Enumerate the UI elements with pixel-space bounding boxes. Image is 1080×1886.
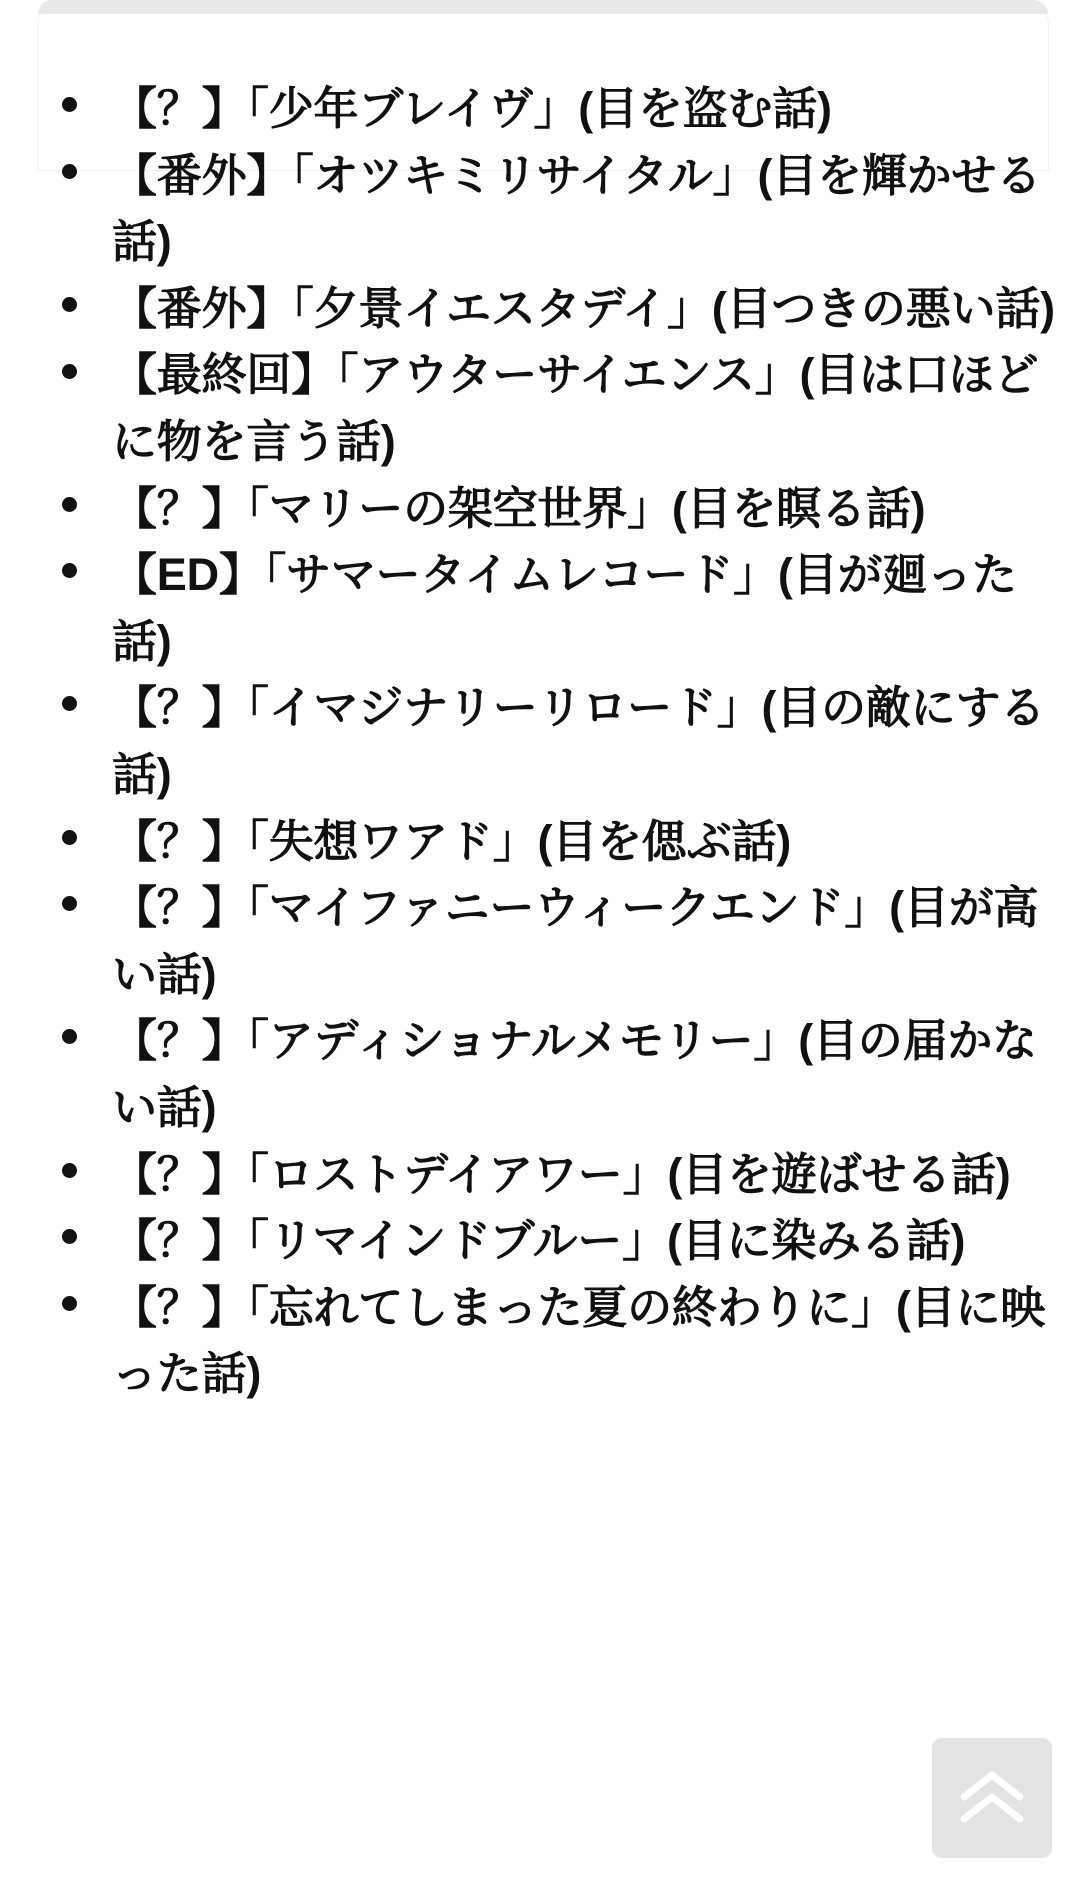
list-bullet-icon: [62, 164, 77, 179]
list-bullet-icon: [62, 364, 77, 379]
list-item-text: 【最終回】「アウターサイエンス」(目は口ほどに物を言う話): [112, 349, 1039, 467]
list-item: [0, 476, 1080, 543]
list-item-text: 【？】「失想ワアド」(目を偲ぶ話): [112, 815, 792, 867]
list-bullet-icon: [62, 297, 77, 312]
list-bullet-icon: [62, 696, 77, 711]
list-item: [0, 1208, 1080, 1275]
list-bullet-icon: [62, 830, 77, 845]
list-item: [0, 875, 1080, 1008]
list-bullet-icon: [62, 563, 77, 578]
list-item-text: 【ED】「サマータイムレコード」(目が廻った話): [112, 549, 1017, 667]
list-bullet-icon: [62, 1229, 77, 1244]
list-item: [0, 276, 1080, 343]
list-item-text: 【番外】「夕景イエスタデイ」(目つきの悪い話): [112, 282, 1055, 334]
list-bullet-icon: [62, 1163, 77, 1178]
list-item-text: 【？】「アディショナルメモリー」(目の届かない話): [112, 1015, 1037, 1133]
list-bullet-icon: [62, 497, 77, 512]
double-chevron-up-icon: [956, 1767, 1028, 1829]
list-bullet-icon: [62, 97, 77, 112]
list-item: [0, 0, 1080, 76]
list-item-text: 【？】「忘れてしまった夏の終わりに」(目に映った話): [112, 1281, 1046, 1400]
list-item: [0, 1275, 1080, 1408]
list-item-text: 【？】「イマジナリーリロード」(目の敵にする話): [112, 682, 1046, 800]
list-item-text: [112, 0, 1062, 1]
list-bullet-icon: [62, 1296, 77, 1311]
scroll-to-top-button[interactable]: [932, 1738, 1052, 1858]
list-item-text: 【？】「マイファニーウィークエンド」(目が高い話): [112, 882, 1039, 1000]
list-item-text: 【番外】「オツキミリサイタル」(目を輝かせる話): [112, 149, 1042, 268]
list-bullet-icon: [62, 896, 77, 911]
list-item: [0, 143, 1080, 276]
list-item-text: 【？】「マリーの架空世界」(目を瞑る話): [112, 482, 926, 534]
list-item: [0, 809, 1080, 876]
list-item: [0, 76, 1080, 143]
list-item: [0, 1008, 1080, 1141]
list-item: [0, 675, 1080, 808]
list-item-text: 【？】「ロストデイアワー」(目を遊ばせる話): [112, 1148, 1011, 1200]
list-item: [0, 1142, 1080, 1209]
list-item: [0, 342, 1080, 475]
list-bullet-icon: [62, 1029, 77, 1044]
list-item-text: 【？】「少年ブレイヴ」(目を盗む話): [112, 83, 832, 134]
list-item-text: 【？】「リマインドブルー」(目に染みる話): [112, 1215, 966, 1267]
list-item: [0, 542, 1080, 675]
